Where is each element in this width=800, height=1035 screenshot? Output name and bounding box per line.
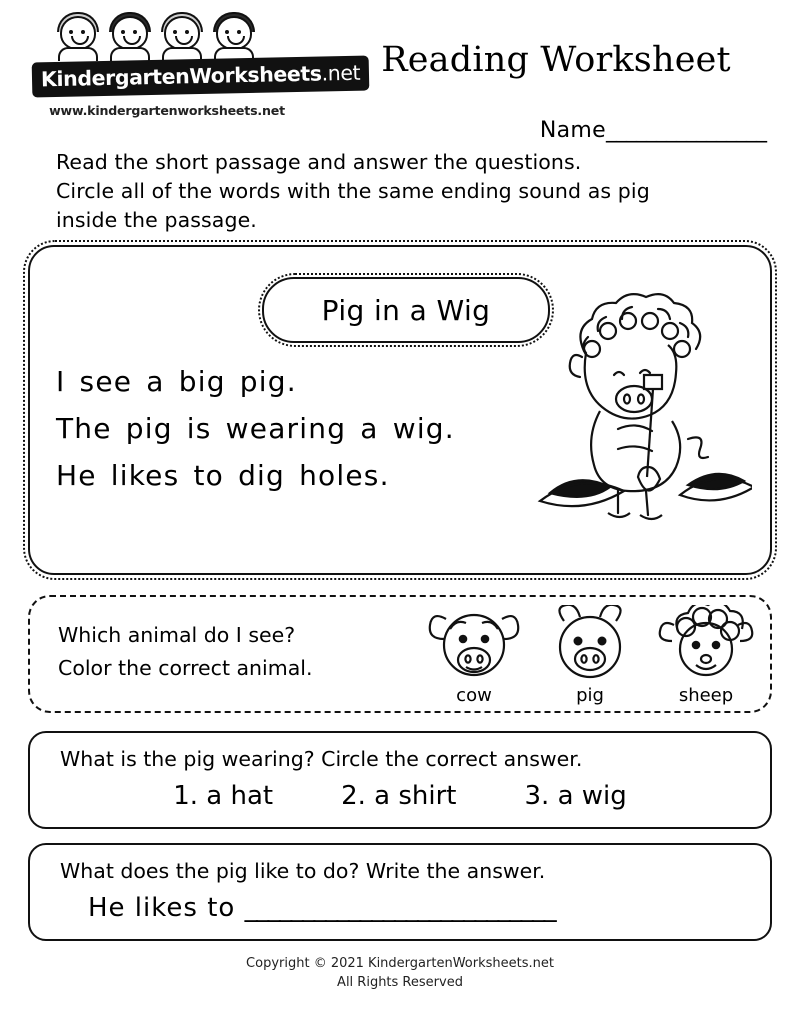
animal-choice-sheep[interactable] (656, 605, 756, 706)
kid-icon (104, 14, 156, 58)
question-3-box (28, 843, 772, 941)
question-2-box (28, 731, 772, 829)
animal-choice-pig[interactable] (540, 605, 640, 706)
worksheet-header (24, 0, 776, 143)
name-label: Name (539, 118, 606, 143)
kids-illustration-icon (52, 14, 282, 58)
question-1-box (28, 595, 772, 713)
passage-title: Pig in a Wig (321, 293, 491, 327)
decorative-border (258, 273, 554, 347)
passage-line-1: I see a big pig. (56, 365, 297, 399)
page-title: Reading Worksheet (381, 40, 731, 80)
name-field[interactable] (540, 118, 766, 143)
question-2-choices (30, 781, 770, 811)
rights-text: All Rights Reserved (337, 975, 463, 991)
logo-word-net: .net (321, 60, 361, 86)
animal-label-sheep: sheep (678, 685, 734, 707)
answer-sentence-start: He likes to (88, 893, 236, 924)
site-logo[interactable] (32, 14, 361, 118)
name-blank: ________________ (606, 118, 766, 143)
instructions-line-2: Circle all of the words with the same ending sound as pig (56, 179, 650, 204)
animal-label-cow: cow (456, 685, 492, 707)
logo-word-worksheets: Worksheets (189, 61, 322, 89)
passage-text (56, 359, 526, 499)
passage-title-bubble (262, 277, 550, 343)
question-1-line-2: Color the correct animal. (58, 656, 313, 681)
copyright-text: Copyright © 2021 KindergartenWorksheets.net (246, 956, 554, 972)
logo-word-kindergarten: Kindergarten (40, 64, 190, 92)
question-3-prompt: What does the pig like to do? Write the answer. (60, 859, 546, 884)
kid-icon (208, 14, 260, 58)
passage-box (28, 245, 772, 575)
site-url: www.kindergartenworksheets.net (49, 103, 285, 118)
question-1-line-1: Which animal do I see? (58, 623, 296, 648)
animal-choices (424, 605, 756, 706)
passage-line-3: He likes to dig holes. (56, 458, 390, 492)
choice-option-1[interactable]: 1. a hat (173, 781, 274, 812)
animal-label-pig: pig (576, 685, 604, 707)
question-3-answer-line[interactable] (88, 893, 555, 923)
question-2-prompt: What is the pig wearing? Circle the correct answer. (60, 747, 583, 772)
passage-line-2: The pig is wearing a wig. (56, 412, 455, 446)
instructions (56, 148, 776, 235)
instructions-line-1: Read the short passage and answer the questions. (56, 150, 582, 174)
footer (24, 955, 776, 993)
kid-icon (156, 14, 208, 58)
choice-option-2[interactable]: 2. a shirt (341, 781, 457, 812)
animal-choice-cow[interactable] (424, 605, 524, 706)
question-1-prompt (58, 619, 313, 685)
choice-option-3[interactable]: 3. a wig (524, 781, 627, 812)
pig-with-wig-illustration-icon (522, 279, 752, 529)
instructions-line-3: inside the passage. (56, 208, 257, 233)
kid-icon (52, 14, 104, 58)
answer-blank: ___________________________ (244, 893, 556, 924)
